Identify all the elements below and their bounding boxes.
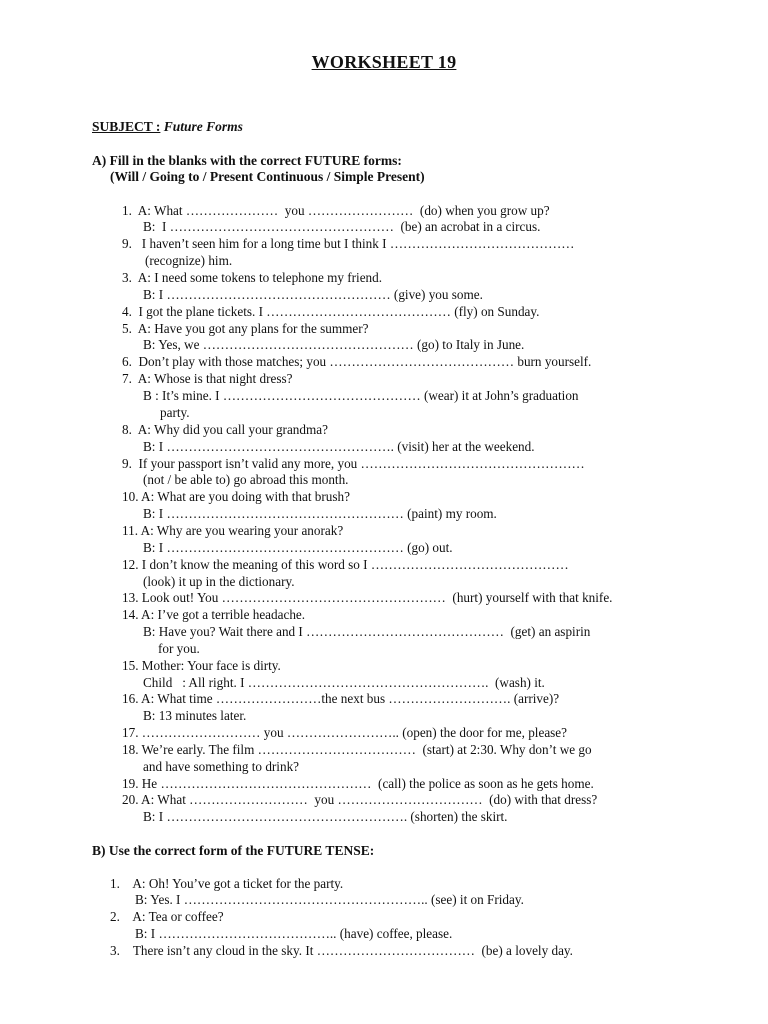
exercise-line: B : It’s mine. I ……………………………………… (wear) it at John’s graduation <box>143 388 579 403</box>
exercise-line: B: I ……………………………………………… (go) out. <box>143 540 453 555</box>
exercise-line: for you. <box>158 641 200 656</box>
exercise-line: 4. I got the plane tickets. I …………………………………… (fly) on Sunday. <box>122 304 540 319</box>
exercise-line: B: I ………………………………….. (have) coffee, please. <box>135 926 453 941</box>
exercise-line: 13. Look out! You …………………………………………… (hurt) yourself with that knife. <box>122 590 613 605</box>
exercise-line: Child : All right. I ………………………………………………. (wash) it. <box>143 675 545 690</box>
exercise-line: B: I ………………………………………………. (shorten) the skirt. <box>143 809 508 824</box>
exercise-line: B: I ……………………………………………… (paint) my room. <box>143 506 497 521</box>
exercise-line: B: Yes. I ……………………………………………….. (see) it on Friday. <box>135 892 524 907</box>
exercise-line: 10. A: What are you doing with that brush? <box>122 489 350 504</box>
exercise-line: 20. A: What ……………………… you …………………………… (do) with that dress? <box>122 792 598 807</box>
exercise-line: 15. Mother: Your face is dirty. <box>122 658 281 673</box>
exercise-line: 7. A: Whose is that night dress? <box>122 371 293 386</box>
exercise-line: 16. A: What time ……………………the next bus ………………………. (arrive)? <box>122 691 560 706</box>
subject-line <box>92 119 243 135</box>
exercise-line: 11. A: Why are you wearing your anorak? <box>122 523 344 538</box>
exercise-line: B: I …………………………………………… (give) you some. <box>143 287 483 302</box>
exercise-line: and have something to drink? <box>143 759 300 774</box>
exercise-line: 18. We’re early. The film ……………………………… (start) at 2:30. Why don’t we go <box>122 742 592 757</box>
exercise-line: B: I ……………………………………………. (visit) her at the weekend. <box>143 439 535 454</box>
exercise-line: party. <box>160 405 190 420</box>
exercise-line: 8. A: Why did you call your grandma? <box>122 422 328 437</box>
exercise-line: 1. A: Oh! You’ve got a ticket for the party. <box>110 876 344 891</box>
exercise-line: (not / be able to) go abroad this month. <box>143 472 349 487</box>
exercise-line: (recognize) him. <box>145 253 233 268</box>
exercise-line: B: 13 minutes later. <box>143 708 247 723</box>
exercise-line: B: Yes, we ………………………………………… (go) to Italy in June. <box>143 337 525 352</box>
exercise-line: B: Have you? Wait there and I ……………………………………… (get) an aspirin <box>143 624 591 639</box>
exercise-line: 9. If your passport isn’t valid any more, you …………………………………………… <box>122 456 585 471</box>
section-b-heading: B) Use the correct form of the FUTURE TENSE: <box>92 843 375 858</box>
exercise-line: (look) it up in the dictionary. <box>143 574 295 589</box>
exercise-line: 9. I haven’t seen him for a long time but I think I …………………………………… <box>122 236 575 251</box>
exercise-line: 3. A: I need some tokens to telephone my friend. <box>122 270 383 285</box>
exercise-line: 2. A: Tea or coffee? <box>110 909 224 924</box>
exercise-line: 12. I don’t know the meaning of this word so I ……………………………………… <box>122 557 569 572</box>
exercise-line: 1. A: What ………………… you …………………… (do) when you grow up? <box>122 203 550 218</box>
exercise-line: 5. A: Have you got any plans for the summer? <box>122 321 369 336</box>
section-a-subheading: (Will / Going to / Present Continuous / Simple Present) <box>110 169 425 184</box>
exercise-line: 3. There isn’t any cloud in the sky. It ……………………………… (be) a lovely day. <box>110 943 573 958</box>
exercise-line: 19. He ………………………………………… (call) the police as soon as he gets home. <box>122 776 594 791</box>
exercise-line: 14. A: I’ve got a terrible headache. <box>122 607 306 622</box>
exercise-line: 17. ……………………… you …………………….. (open) the door for me, please? <box>122 725 568 740</box>
exercise-line: B: I …………………………………………… (be) an acrobat in a circus. <box>143 219 541 234</box>
subject-value: Future Forms <box>163 119 243 134</box>
exercise-line: 6. Don’t play with those matches; you …………………………………… burn yourself. <box>122 354 592 369</box>
section-a-heading: A) Fill in the blanks with the correct FUTURE forms: <box>92 153 402 168</box>
subject-label: SUBJECT : <box>92 119 161 134</box>
worksheet-title: WORKSHEET 19 <box>311 52 457 72</box>
